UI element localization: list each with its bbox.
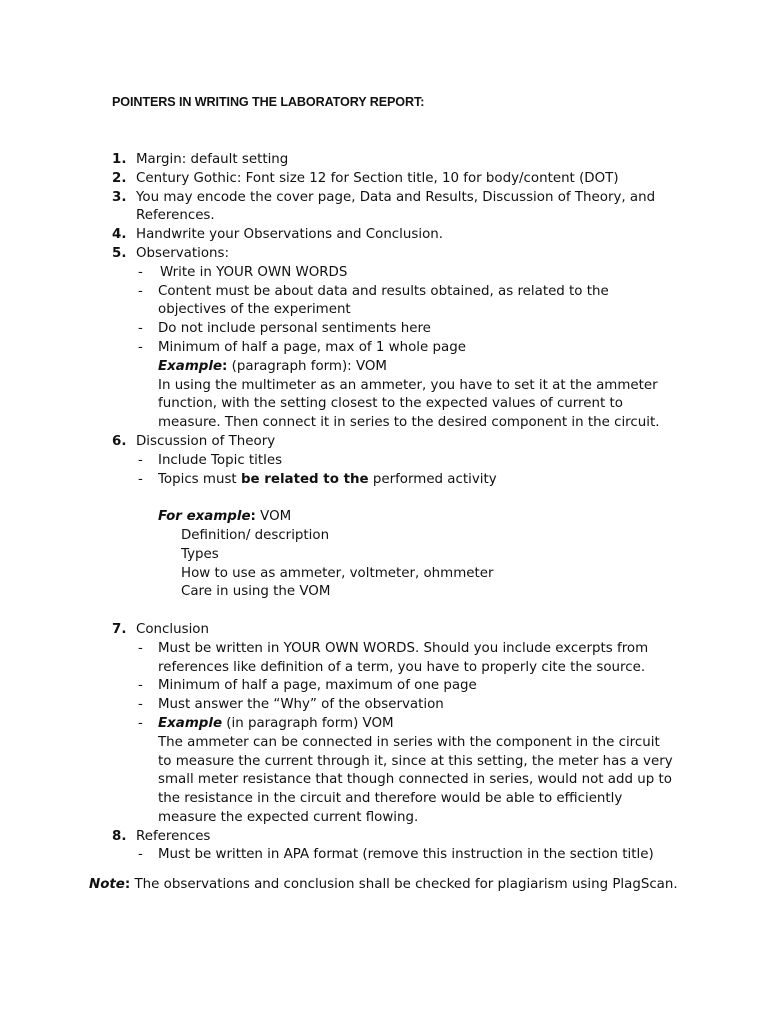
bullet-item <box>136 320 752 339</box>
list-item-1 <box>112 151 752 170</box>
bullet-text: Must be written in YOUR OWN WORDS. Should you include excerpts from <box>158 640 649 656</box>
for-example-colon: : <box>250 509 256 525</box>
dash-marker: - <box>138 471 143 487</box>
bullet-text: Must answer the “Why” of the observation <box>158 697 444 713</box>
bullet-item <box>136 452 752 471</box>
item-text: You may encode the cover page, Data and Results, Discussion of Theory, and <box>136 189 656 205</box>
item-number: 5. <box>112 245 127 261</box>
bullet-text: Minimum of half a page, max of 1 whole page <box>158 339 466 355</box>
bullet-text: Do not include personal sentiments here <box>158 321 431 337</box>
example-paragraph-line: small meter resistance that though connected in series, would not add up to <box>158 772 672 788</box>
spacer <box>112 489 752 508</box>
bullet-item <box>136 846 752 865</box>
item-text-continued: References. <box>136 208 215 224</box>
list-item-2 <box>112 170 752 189</box>
item-number: 2. <box>112 170 127 186</box>
item-text: References <box>136 828 211 844</box>
for-example-item: Definition/ description <box>181 527 330 543</box>
plagiarism-note <box>89 876 759 895</box>
item-text: Margin: default setting <box>136 152 289 167</box>
dash-marker: - <box>138 452 143 468</box>
list-item-4 <box>112 226 752 245</box>
dash-marker: - <box>138 264 143 280</box>
dash-marker: - <box>138 283 143 299</box>
spacer <box>112 602 752 621</box>
dash-marker: - <box>138 321 143 337</box>
for-example-label: For example <box>158 509 251 525</box>
bullet-item <box>136 677 752 696</box>
for-example-item: Types <box>181 546 219 562</box>
bullet-item <box>136 696 752 715</box>
bullet-text-end: performed activity <box>368 471 497 487</box>
example-paragraph-line: to measure the current through it, since at this setting, the meter has a very <box>158 753 673 769</box>
for-example-list <box>112 527 752 602</box>
for-example-heading <box>112 508 752 527</box>
example-paragraph-line: measure the expected current flowing. <box>158 809 419 825</box>
item-number: 7. <box>112 621 127 637</box>
bullet-text: Minimum of half a page, maximum of one page <box>158 678 477 694</box>
bullet-bold-text: be related to the <box>240 471 369 487</box>
item-number: 1. <box>112 152 127 167</box>
dash-marker: - <box>138 847 143 863</box>
example-paragraph-line: the resistance in the circuit and therefore would be able to efficiently <box>158 791 623 807</box>
bullet-text: Content must be about data and results obtained, as related to the <box>158 283 609 299</box>
list-item-5 <box>112 245 752 433</box>
dash-marker: - <box>138 640 143 656</box>
bullet-item <box>136 640 752 678</box>
dash-marker: - <box>138 715 143 731</box>
example-label: Example <box>158 715 223 731</box>
for-example-item: Care in using the VOM <box>181 584 331 600</box>
item-text: Discussion of Theory <box>136 433 276 449</box>
dash-marker: - <box>138 697 143 713</box>
example-heading <box>158 715 752 734</box>
bullet-item <box>136 283 752 321</box>
note-text: The observations and conclusion shall be checked for plagiarism using PlagScan. <box>130 877 678 892</box>
bullet-item <box>136 339 752 433</box>
example-rest: (in paragraph form) VOM <box>222 715 394 731</box>
item-number: 3. <box>112 189 127 205</box>
page-title: POINTERS IN WRITING THE LABORATORY REPORT: <box>112 95 425 109</box>
example-rest: (paragraph form): VOM <box>227 358 387 374</box>
for-example-item: How to use as ammeter, voltmeter, ohmmeter <box>181 565 494 581</box>
bullet-text: Topics must <box>158 471 241 487</box>
dash-marker: - <box>138 678 143 694</box>
bullet-text-continued: objectives of the experiment <box>158 302 351 318</box>
item-number: 6. <box>112 433 127 449</box>
pointers-list <box>112 151 752 865</box>
item-number: 4. <box>112 227 127 243</box>
list-item-3 <box>112 189 752 227</box>
bullet-text: Write in YOUR OWN WORDS <box>160 264 348 280</box>
item-text: Century Gothic: Font size 12 for Section title, 10 for body/content (DOT) <box>136 170 619 186</box>
bullet-text: Must be written in APA format (remove this instruction in the section title) <box>158 847 654 863</box>
example-paragraph-line: The ammeter can be connected in series with the component in the circuit <box>158 734 660 750</box>
note-label: Note <box>89 877 125 892</box>
item-text: Handwrite your Observations and Conclusion. <box>136 227 444 243</box>
list-item-6 <box>112 433 752 489</box>
list-item-8 <box>112 828 752 866</box>
bullet-item <box>136 264 752 283</box>
example-paragraph-line: measure. Then connect it in series to the desired component in the circuit. <box>158 415 660 431</box>
example-label: Example <box>158 358 223 374</box>
list-item-7 <box>112 621 752 828</box>
bullet-item <box>136 715 752 828</box>
item-number: 8. <box>112 828 127 844</box>
example-paragraph-line: function, with the setting closest to the expected values of current to <box>158 396 623 412</box>
example-paragraph-line: In using the multimeter as an ammeter, you have to set it at the ammeter <box>158 377 658 393</box>
bullet-text-continued: references like definition of a term, you have to properly cite the source. <box>158 659 646 675</box>
dash-marker: - <box>138 339 143 355</box>
note-colon: : <box>124 877 131 892</box>
example-heading <box>158 358 752 377</box>
item-text: Conclusion <box>136 621 209 637</box>
item-text: Observations: <box>136 245 230 261</box>
bullet-item <box>136 471 752 490</box>
for-example-rest: VOM <box>255 509 292 525</box>
bullet-text: Include Topic titles <box>158 452 283 468</box>
example-colon: : <box>222 358 228 374</box>
